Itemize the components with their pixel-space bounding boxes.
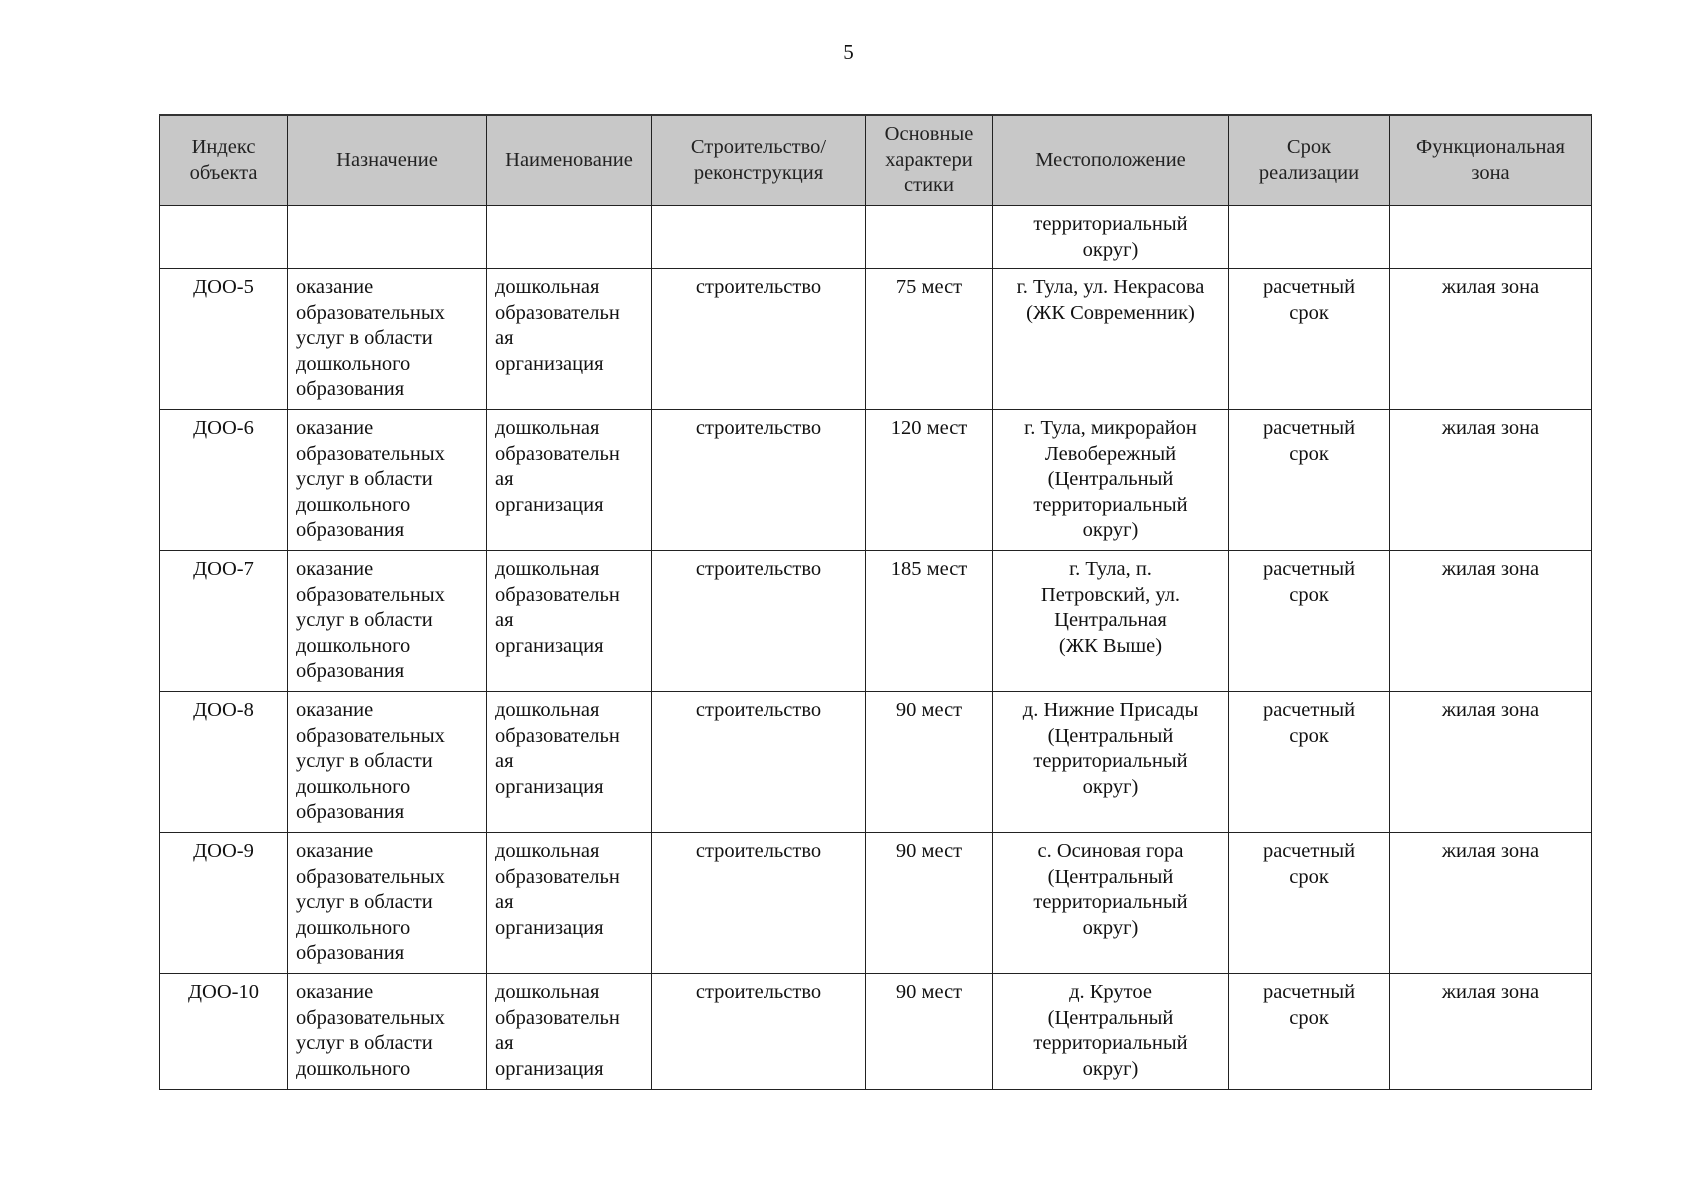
cell-index: ДОО-8	[160, 692, 288, 833]
cell-zone: жилая зона	[1390, 692, 1592, 833]
cell-characteristics: 90 мест	[866, 692, 993, 833]
cell-empty	[288, 206, 487, 269]
table-row	[160, 692, 1592, 833]
cell-construction: строительство	[652, 833, 866, 974]
cell-index: ДОО-9	[160, 833, 288, 974]
cell-construction: строительство	[652, 974, 866, 1090]
header-construction: Строительство/ реконструкция	[652, 115, 866, 206]
table-row	[160, 551, 1592, 692]
header-purpose: Назначение	[288, 115, 487, 206]
cell-empty	[866, 206, 993, 269]
header-name: Наименование	[487, 115, 652, 206]
facilities-table	[159, 114, 1592, 1090]
header-term: Срок реализации	[1229, 115, 1390, 206]
cell-term: расчетный срок	[1229, 692, 1390, 833]
cell-zone: жилая зона	[1390, 410, 1592, 551]
table-row	[160, 833, 1592, 974]
cell-location: г. Тула, ул. Некрасова (ЖК Современник)	[993, 269, 1229, 410]
cell-term: расчетный срок	[1229, 833, 1390, 974]
header-zone: Функциональная зона	[1390, 115, 1592, 206]
header-index: Индекс объекта	[160, 115, 288, 206]
cell-zone: жилая зона	[1390, 551, 1592, 692]
cell-purpose: оказание образовательных услуг в области дошкольного образования	[288, 269, 487, 410]
cell-location: г. Тула, микрорайон Левобережный (Центральный территориальный округ)	[993, 410, 1229, 551]
cell-characteristics: 120 мест	[866, 410, 993, 551]
cell-empty	[1390, 206, 1592, 269]
table-row	[160, 269, 1592, 410]
cell-index: ДОО-10	[160, 974, 288, 1090]
cell-location: д. Нижние Присады (Центральный территориальный округ)	[993, 692, 1229, 833]
page-number: 5	[843, 40, 854, 64]
cell-purpose: оказание образовательных услуг в области дошкольного образования	[288, 551, 487, 692]
cell-construction: строительство	[652, 551, 866, 692]
cell-purpose: оказание образовательных услуг в области дошкольного образования	[288, 833, 487, 974]
cell-construction: строительство	[652, 692, 866, 833]
cell-index: ДОО-5	[160, 269, 288, 410]
table-row	[160, 974, 1592, 1090]
cell-term: расчетный срок	[1229, 974, 1390, 1090]
cell-purpose: оказание образовательных услуг в области дошкольного	[288, 974, 487, 1090]
cell-name: дошкольная образовательн ая организация	[487, 551, 652, 692]
table-row	[160, 410, 1592, 551]
cell-name: дошкольная образовательн ая организация	[487, 974, 652, 1090]
cell-construction: строительство	[652, 269, 866, 410]
cell-name: дошкольная образовательн ая организация	[487, 833, 652, 974]
cell-zone: жилая зона	[1390, 833, 1592, 974]
cell-characteristics: 90 мест	[866, 974, 993, 1090]
table-header-row	[160, 115, 1592, 206]
cell-characteristics: 90 мест	[866, 833, 993, 974]
cell-index: ДОО-7	[160, 551, 288, 692]
cell-characteristics: 185 мест	[866, 551, 993, 692]
cell-purpose: оказание образовательных услуг в области дошкольного образования	[288, 410, 487, 551]
cell-term: расчетный срок	[1229, 269, 1390, 410]
cell-empty	[160, 206, 288, 269]
cell-name: дошкольная образовательн ая организация	[487, 692, 652, 833]
cell-name: дошкольная образовательн ая организация	[487, 269, 652, 410]
header-location: Местоположение	[993, 115, 1229, 206]
cell-empty	[1229, 206, 1390, 269]
cell-location: д. Крутое (Центральный территориальный округ)	[993, 974, 1229, 1090]
cell-characteristics: 75 мест	[866, 269, 993, 410]
cell-index: ДОО-6	[160, 410, 288, 551]
cell-location: г. Тула, п. Петровский, ул. Центральная (ЖК Выше)	[993, 551, 1229, 692]
cell-zone: жилая зона	[1390, 269, 1592, 410]
cell-construction: строительство	[652, 410, 866, 551]
cell-term: расчетный срок	[1229, 551, 1390, 692]
cell-purpose: оказание образовательных услуг в области дошкольного образования	[288, 692, 487, 833]
header-characteristics: Основные характери стики	[866, 115, 993, 206]
cell-empty	[652, 206, 866, 269]
cell-term: расчетный срок	[1229, 410, 1390, 551]
cell-location: с. Осиновая гора (Центральный территориальный округ)	[993, 833, 1229, 974]
cell-empty	[487, 206, 652, 269]
table-row-continuation	[160, 206, 1592, 269]
cell-zone: жилая зона	[1390, 974, 1592, 1090]
cell-location: территориальный округ)	[993, 206, 1229, 269]
cell-name: дошкольная образовательн ая организация	[487, 410, 652, 551]
